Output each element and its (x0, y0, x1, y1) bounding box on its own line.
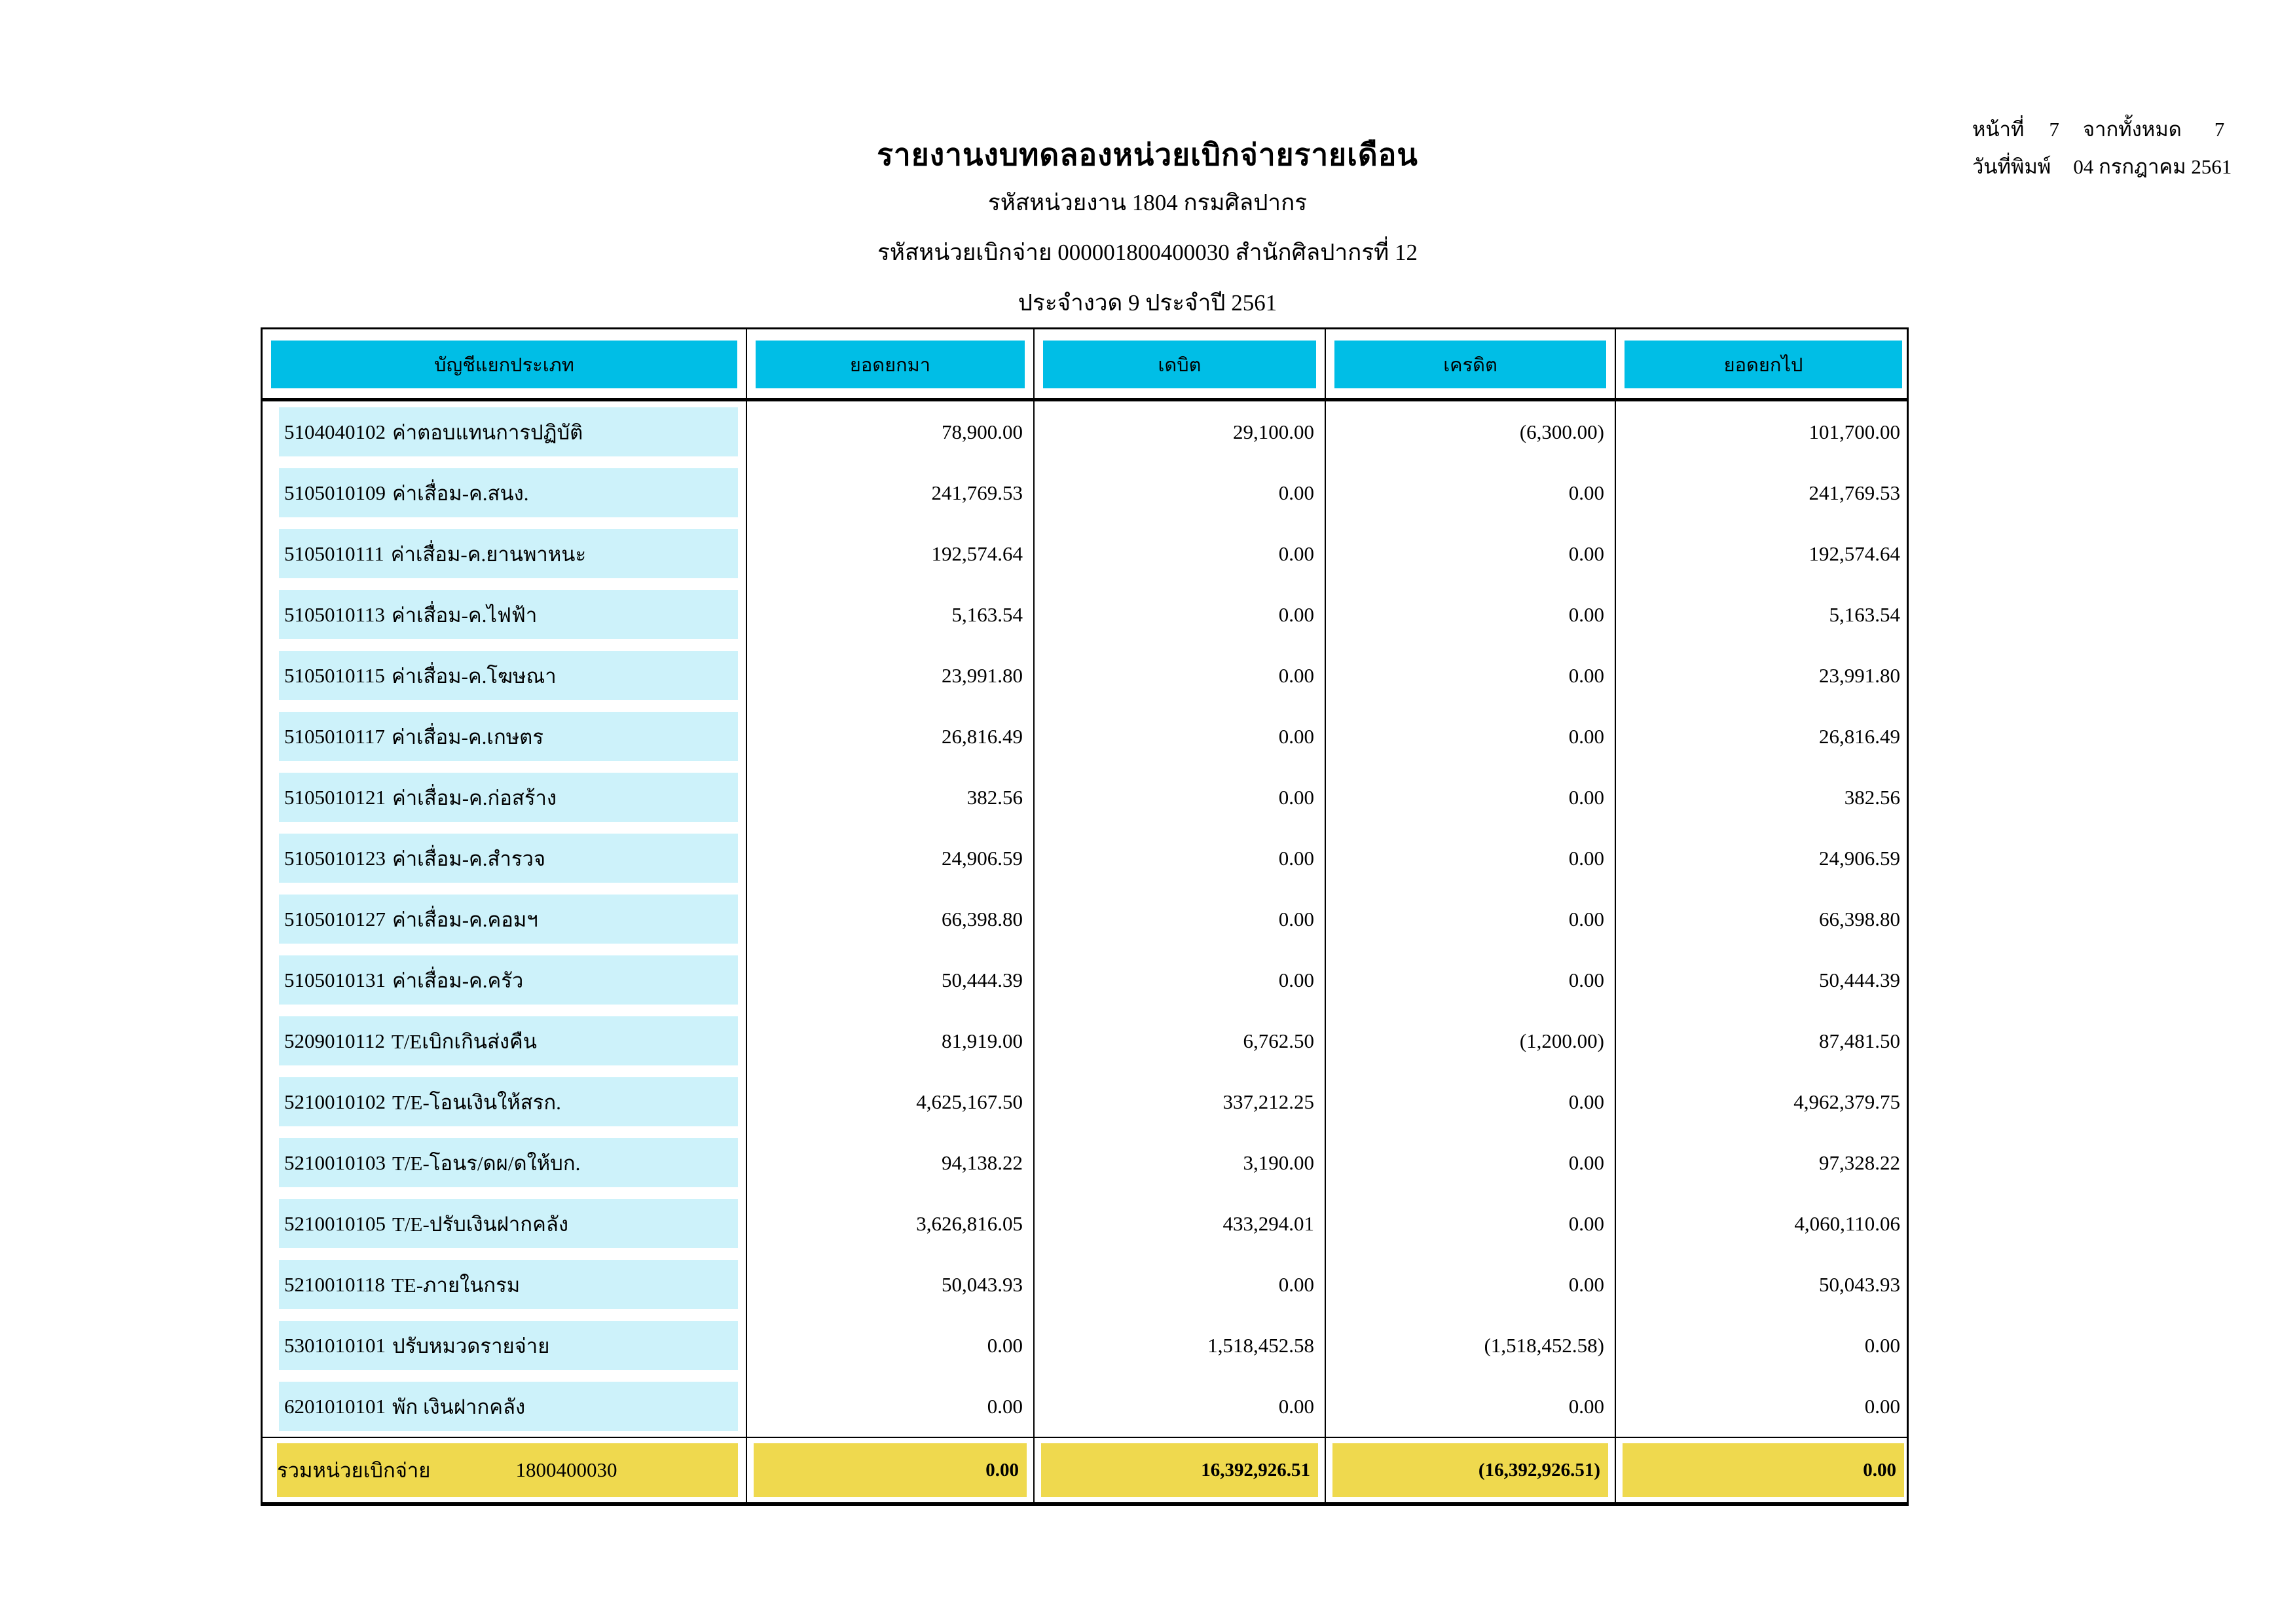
column-title-credit: เครดิต (1334, 341, 1606, 388)
credit-cell (1326, 523, 1616, 584)
account-code: 5301010101 (284, 1333, 386, 1357)
account-chip (279, 895, 738, 944)
debit-value: 3,190.00 (1243, 1151, 1314, 1174)
account-chip (279, 712, 738, 761)
account-name: ค่าเสื่อม-ค.ครัว (392, 969, 524, 992)
credit-cell (1326, 1010, 1616, 1071)
account-code: 5210010118 (284, 1272, 385, 1296)
carry-forward-cell (747, 1010, 1035, 1071)
account-code: 5105010113 (284, 602, 385, 626)
debit-cell (1035, 1315, 1326, 1376)
total-carry-cell (747, 1438, 1035, 1502)
credit-value: (1,200.00) (1519, 1029, 1604, 1052)
table-row (263, 401, 1907, 462)
total-chip-label (277, 1443, 738, 1497)
carry-forward-cell (747, 706, 1035, 767)
carry-forward-cell (747, 1132, 1035, 1193)
account-cell (263, 401, 747, 462)
debit-value: 0.00 (1278, 1394, 1314, 1418)
total-pages: 7 (2214, 118, 2225, 141)
credit-cell (1326, 1315, 1616, 1376)
header-cell-balance (1616, 329, 1911, 398)
total-carry-forward: 0.00 (754, 1443, 1027, 1497)
debit-value: 337,212.25 (1222, 1090, 1314, 1113)
table-row (263, 1254, 1907, 1315)
credit-cell (1326, 1071, 1616, 1132)
credit-cell (1326, 401, 1616, 462)
balance-value: 24,906.59 (1819, 846, 1900, 870)
carry-forward-value: 81,919.00 (942, 1029, 1023, 1052)
table-row (263, 889, 1907, 950)
debit-value: 433,294.01 (1222, 1211, 1314, 1235)
table-row (263, 1132, 1907, 1193)
table-row (263, 645, 1907, 706)
account-cell (263, 584, 747, 645)
balance-value: 23,991.80 (1819, 663, 1900, 687)
debit-cell (1035, 1132, 1326, 1193)
table-row (263, 767, 1907, 828)
account-cell (263, 1254, 747, 1315)
account-chip (279, 773, 738, 822)
balance-value: 66,398.80 (1819, 907, 1900, 931)
trial-balance-table (261, 327, 1909, 1506)
balance-cell (1616, 1315, 1911, 1376)
debit-cell (1035, 523, 1326, 584)
account-chip (279, 1382, 738, 1431)
balance-value: 192,574.64 (1808, 542, 1900, 565)
debit-value: 6,762.50 (1243, 1029, 1314, 1052)
account-code: 5210010103 (284, 1151, 386, 1174)
credit-cell (1326, 584, 1616, 645)
account-chip (279, 1077, 738, 1126)
account-cell (263, 1315, 747, 1376)
account-code: 5105010117 (284, 724, 385, 748)
debit-value: 0.00 (1278, 663, 1314, 687)
balance-value: 101,700.00 (1808, 420, 1900, 443)
balance-cell (1616, 767, 1911, 828)
debit-cell (1035, 1376, 1326, 1437)
debit-cell (1035, 1254, 1326, 1315)
account-name: ค่าเสื่อม-ค.ยานพาหนะ (390, 542, 587, 566)
total-row (263, 1437, 1907, 1502)
debit-value: 0.00 (1278, 1272, 1314, 1296)
balance-value: 241,769.53 (1808, 481, 1900, 504)
table-row (263, 584, 1907, 645)
debit-cell (1035, 1010, 1326, 1071)
balance-value: 382.56 (1844, 785, 1900, 809)
total-credit-cell (1326, 1438, 1616, 1502)
account-cell (263, 767, 747, 828)
credit-cell (1326, 645, 1616, 706)
balance-value: 0.00 (1864, 1333, 1900, 1357)
header-cell-credit (1326, 329, 1616, 398)
page-info (1972, 113, 2231, 187)
column-title-balance: ยอดยกไป (1625, 341, 1902, 388)
carry-forward-value: 50,444.39 (942, 968, 1023, 991)
account-name: T/E-โอนเงินให้สรก. (392, 1090, 561, 1114)
balance-value: 0.00 (1864, 1394, 1900, 1418)
print-date: 04 กรกฎาคม 2561 (2073, 155, 2232, 178)
table-row (263, 1071, 1907, 1132)
carry-forward-value: 50,043.93 (942, 1272, 1023, 1296)
balance-cell (1616, 889, 1911, 950)
credit-value: 0.00 (1568, 481, 1604, 504)
header-cell-account (263, 329, 747, 398)
page-number-row (1972, 113, 2231, 150)
carry-forward-value: 78,900.00 (942, 420, 1023, 443)
carry-forward-cell (747, 1071, 1035, 1132)
print-date-row (1972, 150, 2231, 187)
debit-cell (1035, 889, 1326, 950)
balance-cell (1616, 645, 1911, 706)
account-chip (279, 468, 738, 517)
balance-cell (1616, 1132, 1911, 1193)
credit-value: 0.00 (1568, 1394, 1604, 1418)
credit-cell (1326, 462, 1616, 523)
balance-value: 97,328.22 (1819, 1151, 1900, 1174)
account-name: ค่าเสื่อม-ค.ไฟฟ้า (391, 603, 538, 627)
account-name: ค่าเสื่อม-ค.ก่อสร้าง (392, 786, 557, 809)
table-row (263, 1193, 1907, 1254)
carry-forward-cell (747, 1193, 1035, 1254)
column-title-account: บัญชีแยกประเภท (271, 341, 737, 388)
account-cell (263, 950, 747, 1010)
account-code: 5209010112 (284, 1029, 385, 1052)
carry-forward-value: 23,991.80 (942, 663, 1023, 687)
total-label-cell (263, 1438, 747, 1502)
account-code: 5210010105 (284, 1211, 386, 1235)
debit-cell (1035, 1071, 1326, 1132)
total-debit-cell (1035, 1438, 1326, 1502)
credit-value: 0.00 (1568, 785, 1604, 809)
carry-forward-value: 66,398.80 (942, 907, 1023, 931)
period-line: ประจำงวด 9 ประจำปี 2561 (1018, 290, 1277, 316)
table-row (263, 1376, 1907, 1437)
debit-cell (1035, 950, 1326, 1010)
account-code: 5105010127 (284, 907, 386, 931)
account-name: T/Eเบิกเกินส่งคืน (391, 1029, 537, 1053)
balance-cell (1616, 828, 1911, 889)
column-title-carry-forward: ยอดยกมา (756, 341, 1025, 388)
credit-value: 0.00 (1568, 1151, 1604, 1174)
debit-value: 0.00 (1278, 968, 1314, 991)
carry-forward-cell (747, 1376, 1035, 1437)
debit-cell (1035, 645, 1326, 706)
account-code: 5105010123 (284, 846, 386, 870)
account-code: 5105010111 (284, 542, 384, 565)
account-code: 5105010109 (284, 481, 386, 504)
carry-forward-value: 241,769.53 (931, 481, 1023, 504)
balance-value: 26,816.49 (1819, 724, 1900, 748)
debit-value: 0.00 (1278, 481, 1314, 504)
account-name: ค่าตอบแทนการปฏิบัติ (392, 420, 583, 444)
account-name: ค่าเสื่อม-ค.สำรวจ (392, 847, 546, 870)
carry-forward-value: 4,625,167.50 (916, 1090, 1023, 1113)
account-chip (279, 1138, 738, 1187)
credit-value: (1,518,452.58) (1484, 1333, 1604, 1357)
credit-cell (1326, 889, 1616, 950)
page-number: 7 (2049, 118, 2059, 141)
debit-cell (1035, 767, 1326, 828)
balance-cell (1616, 1071, 1911, 1132)
account-code: 6201010101 (284, 1394, 386, 1418)
credit-cell (1326, 1132, 1616, 1193)
balance-value: 87,481.50 (1819, 1029, 1900, 1052)
debit-value: 0.00 (1278, 846, 1314, 870)
account-name: T/E-โอนร/ดผ/ดให้บก. (392, 1151, 581, 1175)
carry-forward-cell (747, 401, 1035, 462)
total-balance-cell (1616, 1438, 1911, 1502)
table-row (263, 1010, 1907, 1071)
table-row (263, 462, 1907, 523)
carry-forward-value: 382.56 (966, 785, 1023, 809)
balance-value: 4,962,379.75 (1793, 1090, 1900, 1113)
carry-forward-cell (747, 950, 1035, 1010)
debit-cell (1035, 401, 1326, 462)
debit-value: 0.00 (1278, 602, 1314, 626)
debit-value: 0.00 (1278, 785, 1314, 809)
carry-forward-cell (747, 584, 1035, 645)
carry-forward-cell (747, 1315, 1035, 1376)
total-unit-code: 1800400030 (515, 1458, 617, 1481)
account-cell (263, 889, 747, 950)
balance-cell (1616, 1254, 1911, 1315)
carry-forward-cell (747, 767, 1035, 828)
carry-forward-value: 3,626,816.05 (916, 1211, 1023, 1235)
account-cell (263, 828, 747, 889)
carry-forward-value: 5,163.54 (951, 602, 1023, 626)
credit-cell (1326, 828, 1616, 889)
balance-value: 50,043.93 (1819, 1272, 1900, 1296)
debit-cell (1035, 828, 1326, 889)
account-cell (263, 462, 747, 523)
account-code: 5210010102 (284, 1090, 386, 1113)
balance-value: 5,163.54 (1829, 602, 1900, 626)
total-balance: 0.00 (1623, 1443, 1904, 1497)
carry-forward-value: 192,574.64 (931, 542, 1023, 565)
total-credit: (16,392,926.51) (1332, 1443, 1608, 1497)
balance-value: 4,060,110.06 (1794, 1211, 1900, 1235)
carry-forward-value: 0.00 (987, 1333, 1023, 1357)
account-chip (279, 590, 738, 639)
account-cell (263, 1376, 747, 1437)
credit-cell (1326, 950, 1616, 1010)
balance-cell (1616, 706, 1911, 767)
account-name: ค่าเสื่อม-ค.สนง. (392, 481, 529, 505)
page-label: หน้าที่ (1972, 118, 2025, 141)
debit-value: 0.00 (1278, 542, 1314, 565)
account-cell (263, 523, 747, 584)
debit-value: 1,518,452.58 (1207, 1333, 1314, 1357)
account-chip (279, 529, 738, 578)
debit-value: 0.00 (1278, 724, 1314, 748)
credit-value: 0.00 (1568, 1272, 1604, 1296)
account-code: 5104040102 (284, 420, 386, 443)
account-name: ปรับหมวดรายจ่าย (392, 1334, 550, 1357)
print-date-label: วันที่พิมพ์ (1972, 155, 2051, 178)
account-cell (263, 645, 747, 706)
balance-cell (1616, 950, 1911, 1010)
credit-value: 0.00 (1568, 724, 1604, 748)
balance-cell (1616, 1193, 1911, 1254)
account-cell (263, 1132, 747, 1193)
table-row (263, 706, 1907, 767)
debit-cell (1035, 584, 1326, 645)
account-cell (263, 1071, 747, 1132)
balance-cell (1616, 401, 1911, 462)
total-pages-label: จากทั้งหมด (2082, 118, 2182, 141)
account-chip (279, 407, 738, 456)
table-row (263, 523, 1907, 584)
account-chip (279, 1016, 738, 1065)
carry-forward-value: 94,138.22 (942, 1151, 1023, 1174)
account-cell (263, 706, 747, 767)
debit-value: 0.00 (1278, 907, 1314, 931)
credit-value: 0.00 (1568, 1211, 1604, 1235)
account-cell (263, 1010, 747, 1071)
account-name: ค่าเสื่อม-ค.โฆษณา (391, 664, 557, 688)
carry-forward-value: 0.00 (987, 1394, 1023, 1418)
account-code: 5105010121 (284, 785, 386, 809)
agency-code-line: รหัสหน่วยงาน 1804 กรมศิลปากร (987, 190, 1308, 215)
debit-cell (1035, 1193, 1326, 1254)
account-chip (279, 1199, 738, 1248)
column-title-debit: เดบิต (1043, 341, 1316, 388)
credit-value: (6,300.00) (1519, 420, 1604, 443)
account-chip (279, 1260, 738, 1309)
credit-cell (1326, 1254, 1616, 1315)
account-chip (279, 834, 738, 883)
table-body (263, 401, 1907, 1437)
carry-forward-cell (747, 889, 1035, 950)
account-name: ค่าเสื่อม-ค.คอมฯ (392, 908, 538, 931)
table-row (263, 828, 1907, 889)
header-cell-carry-forward (747, 329, 1035, 398)
credit-value: 0.00 (1568, 846, 1604, 870)
balance-cell (1616, 1376, 1911, 1437)
debit-cell (1035, 462, 1326, 523)
carry-forward-cell (747, 828, 1035, 889)
credit-value: 0.00 (1568, 1090, 1604, 1113)
credit-value: 0.00 (1568, 907, 1604, 931)
carry-forward-cell (747, 523, 1035, 584)
carry-forward-value: 24,906.59 (942, 846, 1023, 870)
account-chip (279, 1321, 738, 1370)
balance-cell (1616, 462, 1911, 523)
header-cell-debit (1035, 329, 1326, 398)
table-row (263, 1315, 1907, 1376)
debit-cell (1035, 706, 1326, 767)
disbursing-unit-line: รหัสหน่วยเบิกจ่าย 000001800400030 สำนักศิลปากรที่ 12 (877, 240, 1418, 265)
balance-value: 50,444.39 (1819, 968, 1900, 991)
balance-cell (1616, 584, 1911, 645)
credit-value: 0.00 (1568, 542, 1604, 565)
account-name: T/E-ปรับเงินฝากคลัง (392, 1212, 568, 1236)
account-name: พัก เงินฝากคลัง (392, 1395, 526, 1418)
account-chip (279, 651, 738, 700)
carry-forward-cell (747, 1254, 1035, 1315)
credit-value: 0.00 (1568, 968, 1604, 991)
account-code: 5105010131 (284, 968, 386, 991)
debit-value: 29,100.00 (1233, 420, 1314, 443)
carry-forward-value: 26,816.49 (942, 724, 1023, 748)
total-label: รวมหน่วยเบิกจ่าย (277, 1459, 431, 1482)
page-title: รายงานงบทดลองหน่วยเบิกจ่ายรายเดือน (877, 138, 1418, 172)
credit-value: 0.00 (1568, 663, 1604, 687)
account-chip (279, 955, 738, 1005)
balance-cell (1616, 523, 1911, 584)
balance-cell (1616, 1010, 1911, 1071)
total-debit: 16,392,926.51 (1041, 1443, 1318, 1497)
credit-cell (1326, 1376, 1616, 1437)
account-name: TE-ภายในกรม (391, 1273, 521, 1297)
credit-value: 0.00 (1568, 602, 1604, 626)
account-code: 5105010115 (284, 663, 385, 687)
table-row (263, 950, 1907, 1010)
carry-forward-cell (747, 645, 1035, 706)
credit-cell (1326, 706, 1616, 767)
account-name: ค่าเสื่อม-ค.เกษตร (391, 725, 543, 748)
credit-cell (1326, 767, 1616, 828)
credit-cell (1326, 1193, 1616, 1254)
table-header-row (263, 329, 1907, 401)
account-cell (263, 1193, 747, 1254)
carry-forward-cell (747, 462, 1035, 523)
